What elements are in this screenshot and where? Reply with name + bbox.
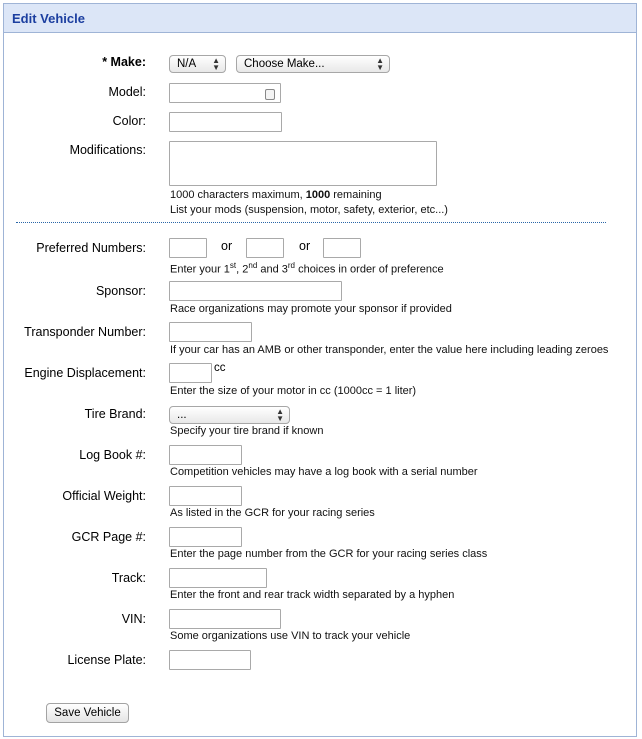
model-label: Model: — [108, 85, 146, 99]
make-select-value: Choose Make... — [244, 58, 325, 70]
counter-prefix: 1000 characters maximum, — [170, 189, 306, 201]
section-divider — [16, 222, 606, 223]
or-text-1: or — [221, 239, 233, 253]
make-year-select[interactable] — [169, 55, 226, 73]
make-year-value: N/A — [177, 58, 197, 70]
official-weight-label: Official Weight: — [62, 489, 146, 503]
preferred-number-3-input[interactable] — [323, 238, 361, 258]
hint-part: choices in order of preference — [295, 263, 444, 276]
hint-sup: nd — [248, 261, 258, 270]
log-book-hint: Competition vehicles may have a log book with a serial number — [170, 466, 478, 478]
hint-part: Enter your 1 — [170, 263, 230, 276]
sponsor-hint: Race organizations may promote your sponsor if provided — [170, 303, 452, 315]
vin-label: VIN: — [121, 612, 146, 626]
engine-displacement-input[interactable] — [169, 363, 212, 383]
color-input[interactable] — [169, 112, 282, 132]
transponder-label: Transponder Number: — [24, 325, 146, 339]
tire-brand-select[interactable] — [169, 406, 290, 424]
make-label: * Make: — [102, 55, 146, 69]
hint-part: and 3 — [257, 263, 288, 276]
preferred-numbers-label: Preferred Numbers: — [36, 241, 146, 255]
or-text-2: or — [299, 239, 311, 253]
modifications-textarea[interactable] — [169, 141, 437, 186]
hint-part: , 2 — [236, 263, 249, 276]
transponder-hint: If your car has an AMB or other transponder, enter the value here including leading zeroes — [170, 344, 609, 356]
tire-hint: Specify your tire brand if known — [170, 425, 324, 437]
updown-arrows-icon: ▲ ▼ — [276, 407, 284, 423]
hint-sup: rd — [287, 261, 296, 270]
color-label: Color: — [112, 114, 146, 128]
sponsor-input[interactable] — [169, 281, 342, 301]
official-weight-input[interactable] — [169, 486, 242, 506]
make-select[interactable] — [236, 55, 390, 73]
gcr-page-input[interactable] — [169, 527, 242, 547]
log-book-input[interactable] — [169, 445, 242, 465]
contacts-autofill-icon[interactable] — [265, 89, 275, 100]
engine-displacement-label: Engine Displacement: — [24, 366, 146, 380]
track-input[interactable] — [169, 568, 267, 588]
transponder-input[interactable] — [169, 322, 252, 342]
modifications-label: Modifications: — [69, 143, 146, 157]
track-label: Track: — [111, 571, 146, 585]
gcr-page-label: GCR Page #: — [71, 530, 146, 544]
updown-arrows-icon: ▲ ▼ — [212, 56, 220, 72]
license-plate-input[interactable] — [169, 650, 251, 670]
modifications-hint: List your mods (suspension, motor, safety, exterior, etc...) — [170, 204, 448, 216]
sponsor-label: Sponsor: — [95, 284, 146, 298]
engine-hint: Enter the size of your motor in cc (1000cc = 1 liter) — [170, 385, 417, 397]
preferred-numbers-hint — [170, 261, 444, 276]
track-hint: Enter the front and rear track width separated by a hyphen — [170, 589, 455, 601]
engine-unit: cc — [214, 362, 226, 374]
gcr-page-hint: Enter the page number from the GCR for your racing series class — [170, 548, 488, 560]
modifications-counter — [170, 189, 382, 201]
hint-sup: st — [229, 261, 237, 270]
counter-value: 1000 — [305, 189, 331, 201]
counter-suffix: remaining — [330, 189, 382, 201]
vin-hint: Some organizations use VIN to track your vehicle — [170, 630, 411, 642]
log-book-label: Log Book #: — [79, 448, 146, 462]
edit-vehicle-panel — [3, 3, 637, 737]
vin-input[interactable] — [169, 609, 281, 629]
updown-arrows-icon: ▲ ▼ — [376, 56, 384, 72]
tire-brand-label: Tire Brand: — [84, 407, 146, 421]
license-plate-label: License Plate: — [67, 653, 146, 667]
preferred-number-1-input[interactable] — [169, 238, 207, 258]
preferred-number-2-input[interactable] — [246, 238, 284, 258]
model-input[interactable] — [169, 83, 281, 103]
tire-brand-value: ... — [177, 409, 187, 421]
official-weight-hint: As listed in the GCR for your racing series — [170, 507, 375, 519]
save-vehicle-button[interactable]: Save Vehicle — [46, 703, 129, 723]
panel-header — [4, 4, 636, 33]
panel-title: Edit Vehicle — [12, 11, 85, 26]
